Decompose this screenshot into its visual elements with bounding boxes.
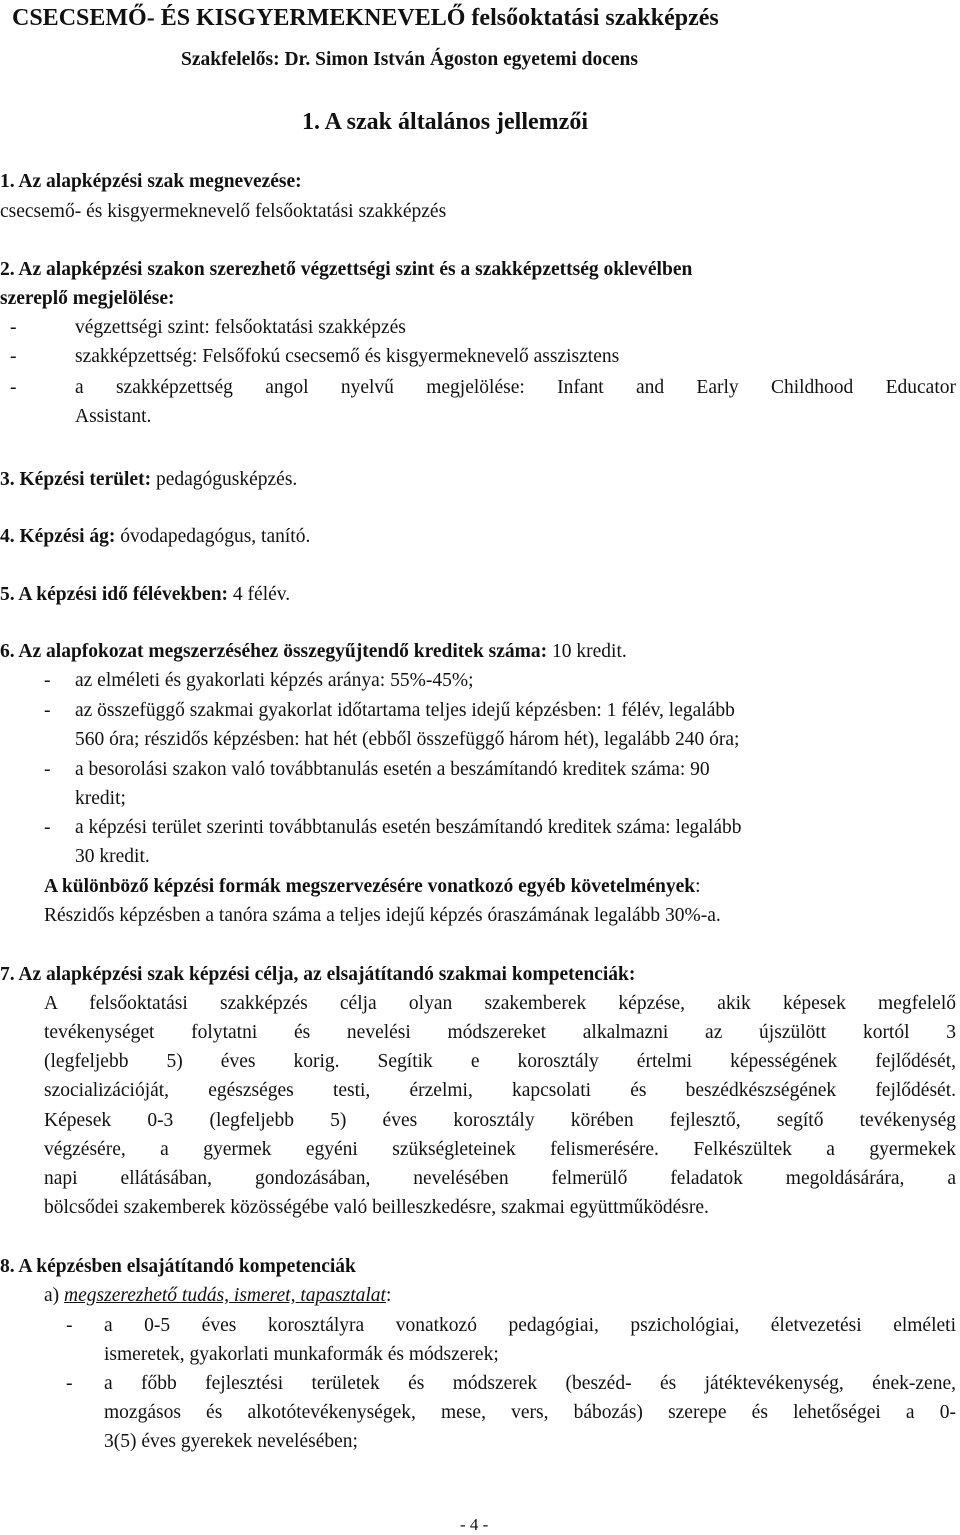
s2-heading-line2: szereplő megjelölése: [0, 288, 175, 309]
s8-sub-a-label: megszerezhető tudás, ismeret, tapasztalat [64, 1285, 386, 1306]
s8-item1-line1: a 0-5 éves korosztályra vonatkozó pedagógiai, pszichológiai, életvezetési elméleti [104, 1315, 956, 1336]
s6-item-ratio: az elméleti és gyakorlati képzés aránya: 55%-45%; [75, 670, 474, 691]
s6-value: 10 kredit. [547, 641, 627, 662]
s8-sub-a-colon: : [385, 1285, 392, 1306]
page-number: - 4 - [460, 1515, 489, 1534]
bullet-dash: - [44, 700, 51, 721]
s8-heading: 8. A képzésben elsajátítandó kompetenciák [0, 1256, 356, 1277]
s5-label: 5. A képzési idő félévekben: [0, 584, 229, 605]
s7-paragraph-line: szocializációját, egészséges testi, érzelmi, kapcsolati és beszédkészségének fejlődését. [44, 1080, 956, 1101]
bullet-dash: - [10, 346, 17, 367]
bullet-dash: - [44, 817, 51, 838]
bullet-dash: - [44, 670, 51, 691]
s7-paragraph-line: bölcsődei szakemberek közösségébe való beilleszkedésre, szakmai együttműködésre. [44, 1197, 709, 1218]
s7-heading: 7. Az alapképzési szak képzési célja, az elsajátítandó szakmai kompetenciák: [0, 964, 636, 985]
bullet-dash: - [66, 1315, 73, 1336]
s5-value: 4 félév. [228, 584, 291, 605]
s3-value: pedagógusképzés. [151, 469, 298, 490]
s8-item2-line3: 3(5) éves gyerekek nevelésében; [104, 1431, 358, 1452]
s8-item2-line1: a főbb fejlesztési területek és módszerek (beszéd- és játéktevékenység, ének-zene, [104, 1373, 956, 1394]
s6-line [0, 637, 627, 666]
s6-item-practice-line1: az összefüggő szakmai gyakorlat időtartama teljes idejű képzésben: 1 félév, legalább [75, 700, 735, 721]
s6-label: 6. Az alapfokozat megszerzéséhez összegyűjtendő kreditek száma: [0, 641, 548, 662]
s7-paragraph-line: napi ellátásában, gondozásában, nevelésében felmerülő feladatok megoldásárára, a [44, 1168, 956, 1189]
s8-item2-line2: mozgásos és alkotótevékenységek, mese, vers, bábozás) szerepe és lehetőségei a 0- [104, 1402, 956, 1423]
bullet-dash: - [44, 759, 51, 780]
s3-line [0, 465, 297, 494]
s3-label: 3. Képzési terület: [0, 469, 152, 490]
document-title: CSECSEMŐ- ÉS KISGYERMEKNEVELŐ felsőoktatási szakképzés [12, 5, 719, 31]
s7-paragraph-line: Képesek 0-3 (legfeljebb 5) éves korosztály körében fejlesztő, segítő tevékenység [44, 1110, 956, 1131]
s7-paragraph-line: tevékenységet folytatni és nevelési módszereket alkalmazni az újszülött kortól 3 [44, 1022, 956, 1043]
s6-other-text: Részidős képzésben a tanóra száma a teljes idejű képzés óraszámának legalább 30%-a. [44, 905, 721, 926]
s2-item-english-line1: a szakképzettség angol nyelvű megjelölése: Infant and Early Childhood Educator [75, 377, 956, 398]
s8-sub-a-prefix: a) [44, 1285, 65, 1306]
responsible-person: Szakfelelős: Dr. Simon István Ágoston egyetemi docens [181, 49, 638, 70]
s6-other-label: A különböző képzési formák megszervezésére vonatkozó egyéb követelmények [44, 876, 696, 897]
s6-item-field-credits-line2: 30 kredit. [75, 846, 150, 867]
s2-item-english-line2: Assistant. [75, 406, 152, 427]
s6-other-colon: : [695, 876, 701, 897]
s7-paragraph-line: (legfeljebb 5) éves korig. Segítik e korosztály értelmi képességének fejlődését, [44, 1051, 956, 1072]
s8-item1-line2: ismeretek, gyakorlati munkaformák és módszerek; [104, 1344, 499, 1365]
s2-item-level: végzettségi szint: felsőoktatási szakképzés [75, 317, 406, 338]
s4-line [0, 522, 310, 551]
s1-heading: 1. Az alapképzési szak megnevezése: [0, 171, 302, 192]
s6-item-field-credits-line1: a képzési terület szerinti továbbtanulás esetén beszámítandó kreditek száma: legalább [75, 817, 742, 838]
s4-value: óvodapedagógus, tanító. [115, 526, 311, 547]
s4-label: 4. Képzési ág: [0, 526, 116, 547]
s5-line [0, 580, 290, 609]
s6-item-credits-line1: a besorolási szakon való továbbtanulás esetén a beszámítandó kreditek száma: 90 [75, 759, 710, 780]
s2-heading-line1: 2. Az alapképzési szakon szerezhető végzettségi szint és a szakképzettség oklevélben [0, 259, 693, 280]
s6-item-credits-line2: kredit; [75, 788, 126, 809]
bullet-dash: - [10, 317, 17, 338]
bullet-dash: - [66, 1373, 73, 1394]
s6-other-requirements [44, 872, 701, 901]
s7-paragraph-line: A felsőoktatási szakképzés célja olyan szakemberek képzése, akik képesek megfelelő [44, 993, 956, 1014]
s2-item-qualification: szakképzettség: Felsőfokú csecsemő és kisgyermeknevelő asszisztens [75, 346, 620, 367]
s7-paragraph-line: végzésére, a gyermek egyéni szükségleteinek felismerésére. Felkészültek a gyermekek [44, 1139, 956, 1160]
s6-item-practice-line2: 560 óra; részidős képzésben: hat hét (ebből összefüggő három hét), legalább 240 óra; [75, 729, 740, 750]
section-title: 1. A szak általános jellemzői [302, 109, 588, 135]
s1-value: csecsemő- és kisgyermeknevelő felsőoktatási szakképzés [0, 201, 447, 222]
bullet-dash: - [10, 377, 17, 398]
s8-sub-a [44, 1281, 391, 1310]
